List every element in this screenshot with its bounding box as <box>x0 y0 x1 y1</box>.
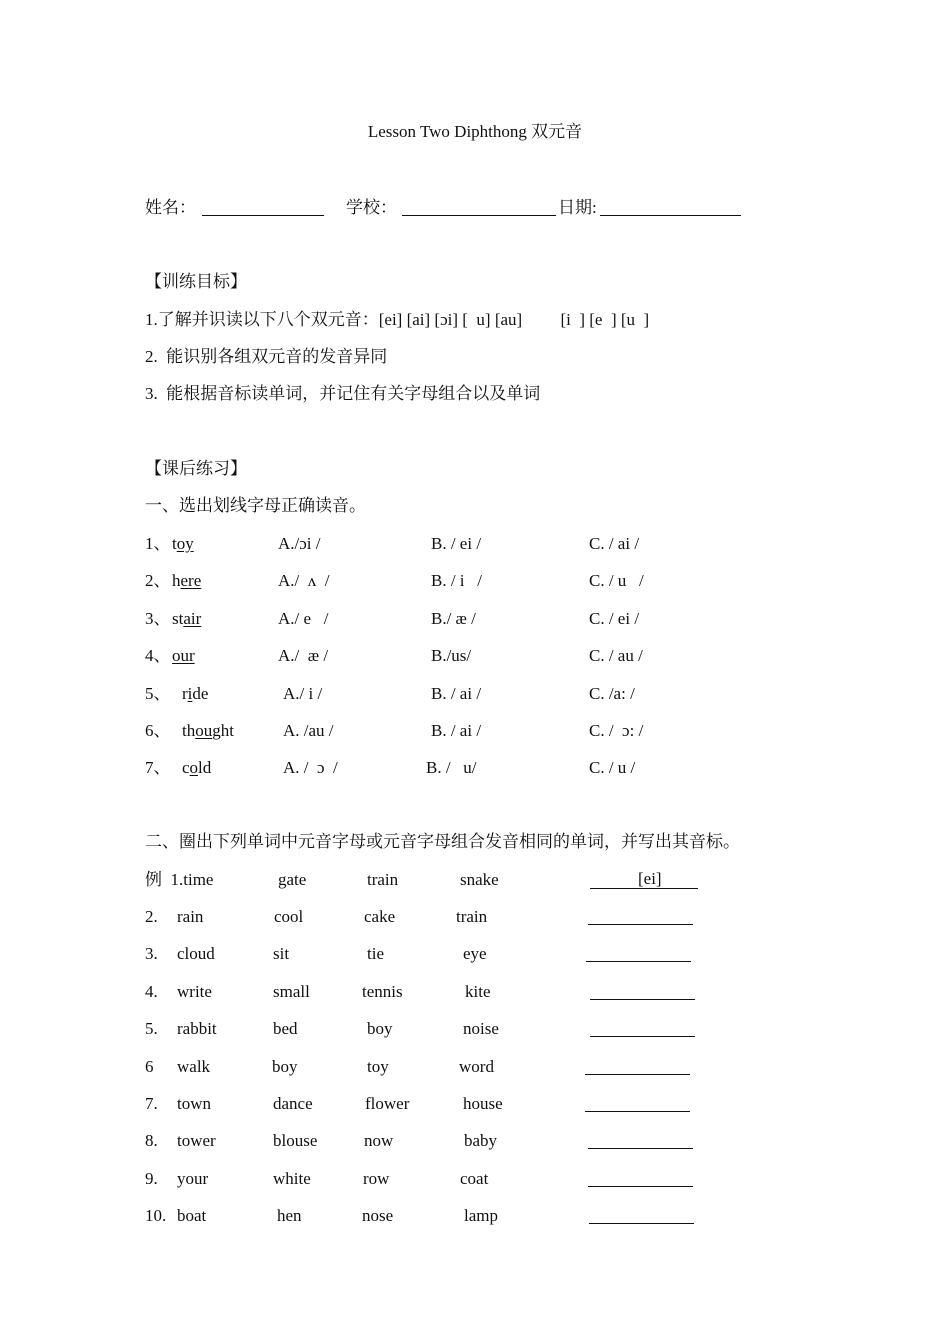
underlined-letters: o <box>189 758 199 778</box>
word-part: B. / u/ <box>426 758 477 778</box>
goal-item: 1.了解并识读以下八个双元音：[ei] [ai] [ɔi] [ u] [au] [i ] [e ] [u ] <box>145 310 650 329</box>
option-b <box>431 571 482 591</box>
word-part: r <box>182 683 188 703</box>
word-option: train <box>456 907 488 926</box>
question-number <box>145 571 171 591</box>
option-c <box>589 684 635 704</box>
word-part: A./ e / <box>278 608 329 628</box>
option-a <box>283 758 338 778</box>
word-option: cloud <box>177 944 215 964</box>
word-option: write <box>177 981 212 1001</box>
option-c <box>589 646 643 666</box>
word-option: now <box>364 1131 394 1151</box>
word-option: noise <box>463 1019 499 1039</box>
question-number <box>145 684 171 704</box>
option-b <box>431 684 481 704</box>
underlined-letters: our <box>172 646 195 666</box>
word-option: toy <box>367 1056 389 1076</box>
word-part: 4、 <box>145 646 171 666</box>
word-part: de <box>192 683 209 703</box>
underlined-letters: air <box>183 608 202 628</box>
word-option: coat <box>460 1168 489 1188</box>
word-option: dance <box>273 1094 313 1113</box>
answer-blank[interactable] <box>585 1059 690 1075</box>
question-word <box>182 721 234 741</box>
answer-blank[interactable] <box>585 1096 690 1112</box>
word-option: boy <box>367 1019 393 1039</box>
word-option: tower <box>177 1131 216 1151</box>
word-option: walk <box>177 1056 211 1076</box>
word-option: hen <box>277 1206 302 1226</box>
row-number: 7. <box>145 1094 158 1113</box>
name-label: 姓名： <box>145 198 196 217</box>
answer-blank[interactable] <box>588 1171 693 1187</box>
row-number: 5. <box>145 1019 158 1039</box>
option-c <box>589 758 635 778</box>
word-option: white <box>273 1168 311 1188</box>
example-word: train <box>367 870 399 889</box>
word-option: rabbit <box>177 1019 217 1039</box>
row-number: 2. <box>145 907 158 926</box>
word-part: A./ æ / <box>278 646 329 666</box>
date-blank[interactable] <box>600 200 741 216</box>
option-b <box>426 758 477 778</box>
option-a <box>278 609 329 629</box>
word-part: 3、 <box>145 608 171 628</box>
goal-item: 2. 能识别各组双元音的发音异同 <box>145 347 388 366</box>
word-option: baby <box>464 1131 498 1151</box>
option-a <box>283 684 322 704</box>
word-part: 1、 <box>145 534 171 553</box>
word-part: c <box>182 758 190 778</box>
word-part: B. / ai / <box>431 721 482 740</box>
word-part: C. / u / <box>589 571 644 591</box>
word-option: cool <box>274 907 304 926</box>
answer-blank[interactable] <box>588 909 693 925</box>
underlined-letters: oy <box>176 534 194 553</box>
question-word <box>182 758 211 778</box>
word-option: house <box>463 1094 503 1113</box>
answer-blank[interactable] <box>589 1208 694 1224</box>
page-title: Lesson Two Diphthong 双元音 <box>367 122 583 141</box>
word-option: tennis <box>362 981 403 1001</box>
question-number <box>145 534 171 554</box>
word-part: ght <box>212 721 234 740</box>
word-option: eye <box>463 944 487 964</box>
practice-heading: 【课后练习】 <box>145 459 247 478</box>
word-option: lamp <box>464 1206 498 1226</box>
option-c <box>589 721 643 741</box>
row-number: 8. <box>145 1131 158 1151</box>
word-part: C. / ai / <box>589 534 640 553</box>
goal-item: 3. 能根据音标读单词，并记住有关字母组合以及单词 <box>145 384 541 403</box>
part2-instruction: 二、圈出下列单词中元音字母或元音字母组合发音相同的单词，并写出其音标。 <box>145 832 740 851</box>
question-word <box>172 646 195 666</box>
question-number <box>145 721 171 741</box>
word-option: cake <box>364 907 396 926</box>
example-word: snake <box>460 870 499 889</box>
underlined-letters: ere <box>180 571 202 591</box>
option-a <box>278 571 329 591</box>
row-number: 10. <box>145 1206 167 1226</box>
word-part: ld <box>198 758 212 778</box>
option-a <box>278 646 328 666</box>
answer-blank[interactable] <box>590 1021 695 1037</box>
word-option: sit <box>273 944 290 964</box>
word-option: town <box>177 1094 211 1113</box>
word-option: word <box>459 1056 494 1076</box>
answer-blank[interactable] <box>588 1133 693 1149</box>
word-part: C. / ɔ: / <box>589 721 644 740</box>
answer-text: [ei] <box>638 869 662 888</box>
word-part: A./ i / <box>283 683 323 703</box>
school-label: 学校： <box>346 198 397 217</box>
word-option: boat <box>177 1206 207 1226</box>
word-part: 6、 <box>145 721 171 740</box>
word-option: bed <box>273 1019 298 1039</box>
question-word <box>172 534 194 554</box>
word-option: blouse <box>273 1131 318 1151</box>
question-word <box>182 684 208 704</box>
row-number: 6 <box>145 1056 154 1076</box>
row-number: 3. <box>145 944 158 964</box>
option-a <box>283 721 334 741</box>
answer-blank[interactable] <box>586 946 691 962</box>
word-part: C. /a: / <box>589 683 635 703</box>
example-word: gate <box>278 870 307 889</box>
word-part: 7、 <box>145 758 171 778</box>
underlined-letters: i <box>187 683 193 703</box>
part1-instruction: 一、选出划线字母正确读音。 <box>145 496 366 515</box>
date-label: 日期: <box>558 198 597 217</box>
word-part: A. / ɔ / <box>283 758 338 778</box>
option-a <box>278 534 321 554</box>
word-part: C. / ei / <box>589 608 640 628</box>
word-part: 5、 <box>145 683 171 703</box>
question-word <box>172 571 201 591</box>
word-part: h <box>172 571 181 591</box>
underlined-letters: ou <box>195 721 213 740</box>
word-part: 2、 <box>145 571 171 591</box>
question-number <box>145 758 171 778</box>
word-option: kite <box>465 981 491 1001</box>
option-b <box>431 534 481 554</box>
word-option: boy <box>272 1056 298 1076</box>
row-number: 4. <box>145 981 158 1001</box>
word-part: B./ æ / <box>431 608 476 628</box>
word-part: th <box>182 721 196 740</box>
answer-blank[interactable] <box>590 984 695 1000</box>
word-part: C. / au / <box>589 646 643 666</box>
word-option: rain <box>177 907 204 926</box>
example-label: 例 1.time <box>145 870 214 889</box>
word-option: flower <box>365 1094 410 1113</box>
word-part: B./us/ <box>431 646 472 666</box>
question-number <box>145 609 171 629</box>
option-c <box>589 534 639 554</box>
word-part: st <box>172 608 184 628</box>
option-b <box>431 721 481 741</box>
word-part: A./ɔi / <box>278 534 321 553</box>
option-c <box>589 571 644 591</box>
option-b <box>431 646 471 666</box>
word-option: small <box>273 981 310 1001</box>
word-option: nose <box>362 1206 394 1226</box>
word-part: B. / ei / <box>431 534 482 553</box>
question-word <box>172 609 201 629</box>
word-part: B. / i / <box>431 571 483 591</box>
option-b <box>431 609 476 629</box>
row-number: 9. <box>145 1168 158 1188</box>
word-part: B. / ai / <box>431 683 482 703</box>
word-part: C. / u / <box>589 758 636 778</box>
example-answer <box>590 870 698 889</box>
name-blank[interactable] <box>202 200 324 216</box>
word-option: tie <box>367 944 384 964</box>
word-option: your <box>177 1168 209 1188</box>
school-blank[interactable] <box>402 200 556 216</box>
goals-heading: 【训练目标】 <box>145 272 247 291</box>
word-part: t <box>172 534 177 553</box>
word-part: A. /au / <box>283 721 334 740</box>
word-part: A./ ʌ / <box>278 571 330 591</box>
question-number <box>145 646 171 666</box>
word-option: row <box>363 1168 390 1188</box>
option-c <box>589 609 639 629</box>
